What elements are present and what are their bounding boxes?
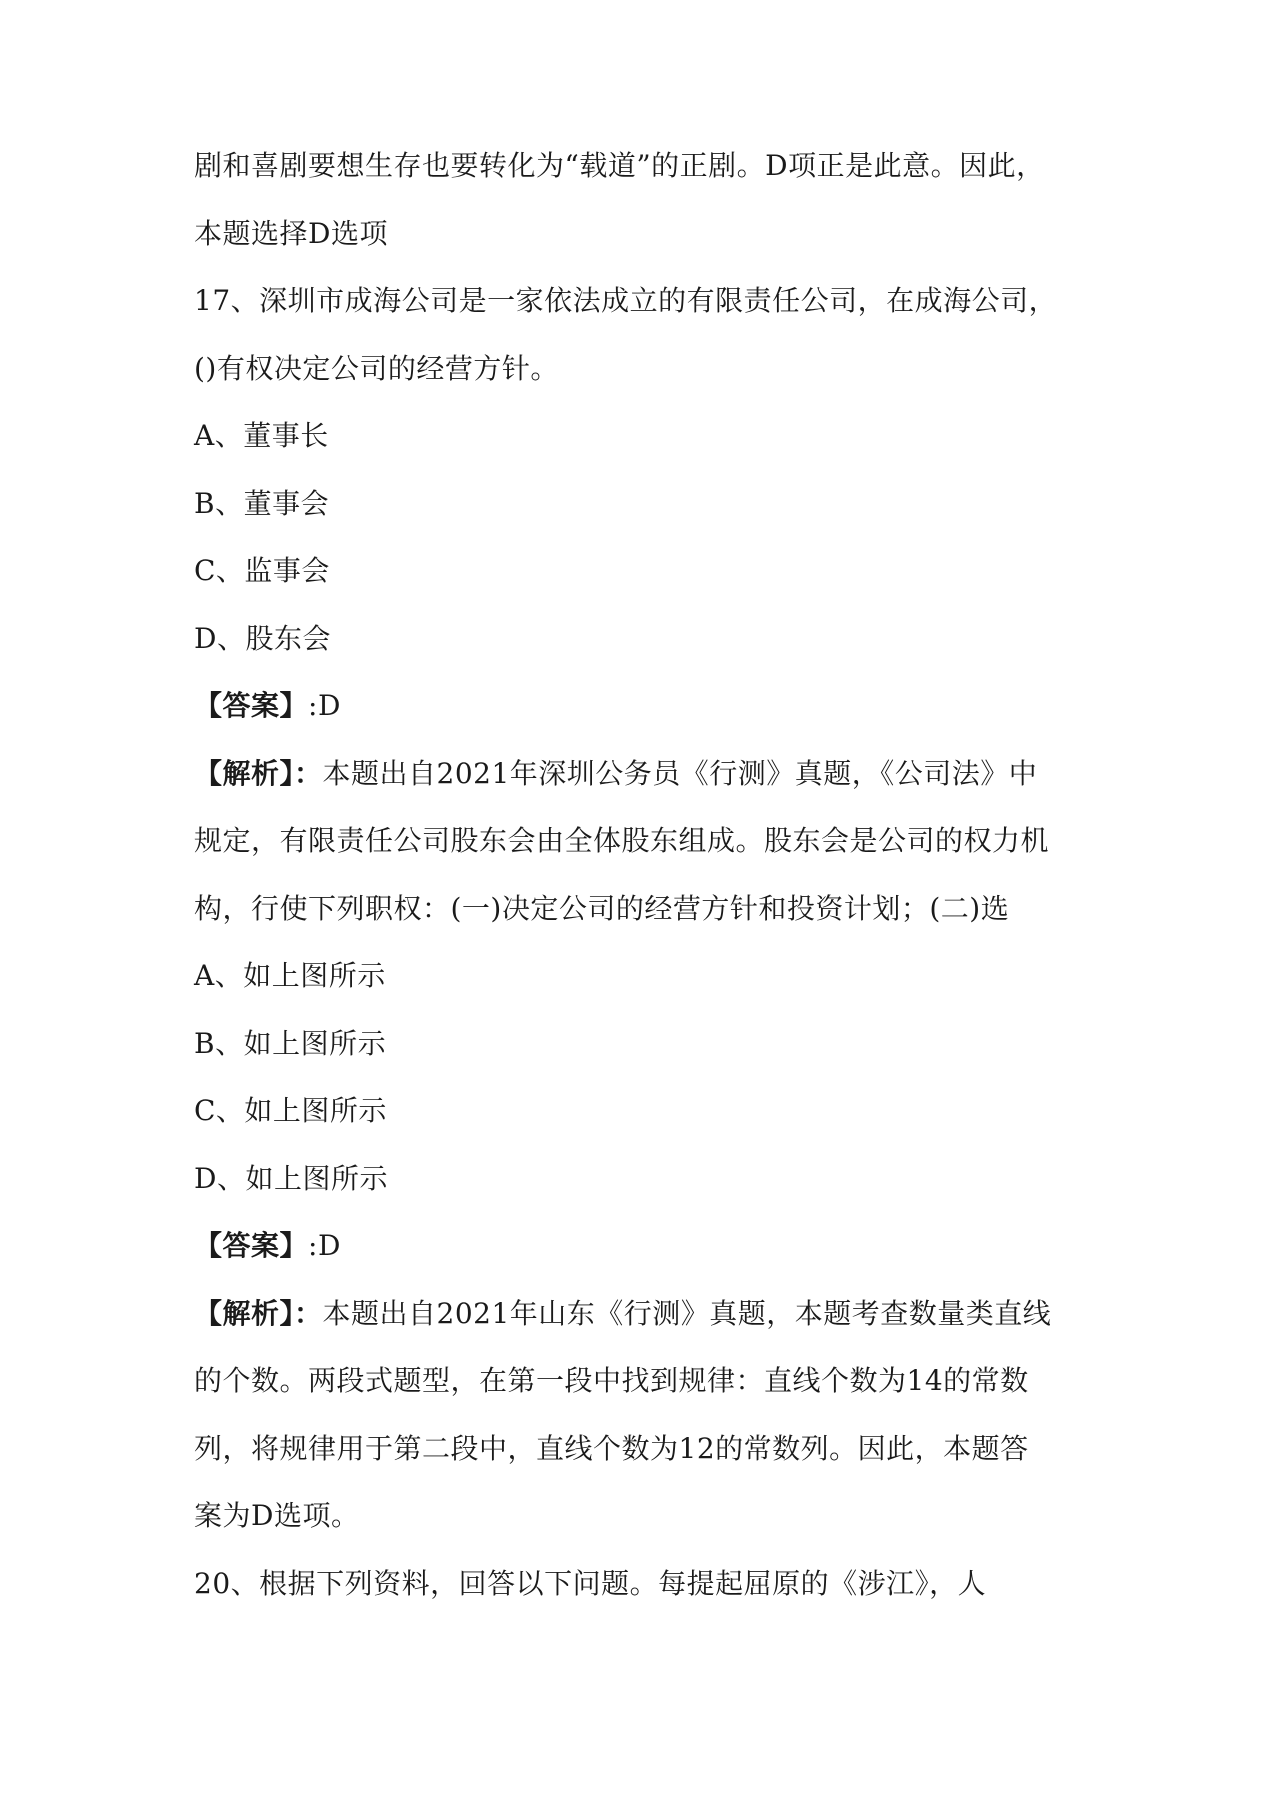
answer-line (194, 1226, 1094, 1266)
option-a: A、如上图所示 (194, 959, 386, 992)
analysis-text: 规定，有限责任公司股东会由全体股东组成。股东会是公司的权力机 (194, 824, 1050, 857)
analysis-text: 列，将规律用于第二段中，直线个数为12的常数列。因此，本题答 (194, 1432, 1029, 1465)
option-d: D、如上图所示 (194, 1162, 388, 1195)
analysis-line (194, 1294, 1094, 1334)
option-a: A、董事长 (194, 419, 329, 452)
answer-value: :D (308, 1229, 341, 1262)
option-c: C、如上图所示 (194, 1094, 387, 1127)
question-17-text: ()有权决定公司的经营方针。 (194, 352, 559, 385)
answer-line (194, 686, 1094, 726)
analysis-line (194, 754, 1094, 794)
text-line: 剧和喜剧要想生存也要转化为“载道”的正剧。D项正是此意。因此， (194, 149, 1045, 182)
analysis-text: 本题出自2021年深圳公务员《行测》真题，《公司法》中 (322, 757, 1038, 790)
analysis-text: 的个数。两段式题型，在第一段中找到规律：直线个数为14的常数 (194, 1364, 1029, 1397)
answer-label: 【答案】 (194, 1229, 309, 1262)
answer-value: :D (308, 689, 341, 722)
option-c: C、监事会 (194, 554, 330, 587)
option-d: D、股东会 (194, 622, 331, 655)
question-17-text: 17、深圳市成海公司是一家依法成立的有限责任公司，在成海公司， (194, 284, 1058, 317)
analysis-text: 案为D选项。 (194, 1499, 360, 1532)
analysis-label: 【解析】： (194, 1297, 323, 1330)
text-line: 本题选择D选项 (194, 217, 388, 250)
analysis-text: 本题出自2021年山东《行测》真题，本题考查数量类直线 (322, 1297, 1052, 1330)
option-b: B、如上图所示 (194, 1027, 387, 1060)
analysis-label: 【解析】： (194, 757, 323, 790)
answer-label: 【答案】 (194, 689, 309, 722)
question-20-text: 20、根据下列资料，回答以下问题。每提起屈原的《涉江》，人 (194, 1567, 987, 1600)
analysis-text: 构，行使下列职权：(一)决定公司的经营方针和投资计划；(二)选 (194, 892, 1010, 925)
option-b: B、董事会 (194, 487, 330, 520)
